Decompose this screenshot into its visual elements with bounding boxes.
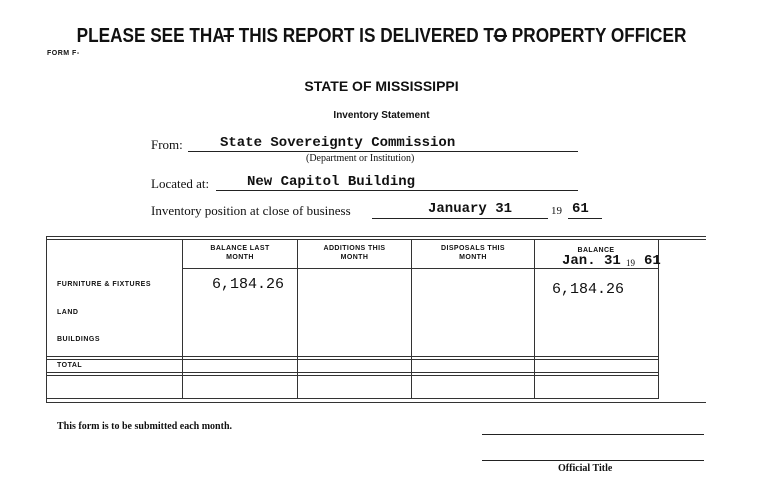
from-value: State Sovereignty Commission: [220, 135, 456, 151]
banner-part-3: PROPERTY OFFICER: [507, 25, 687, 47]
statement-subtitle: Inventory Statement: [333, 110, 430, 121]
form-number: FORM F-: [47, 50, 80, 57]
balance-year: 61: [644, 253, 661, 269]
col-additions: ADDITIONS THIS MONTH: [323, 245, 386, 261]
banner-part-1: PLEASE SEE THA: [76, 25, 224, 47]
official-title-line: [482, 460, 704, 461]
position-date: January 31: [428, 201, 513, 217]
row-buildings: BUILDINGS: [57, 336, 100, 343]
banner-overstrike-1: T: [223, 25, 234, 47]
located-label: Located at:: [151, 176, 210, 191]
position-label: Inventory position at close of business: [151, 203, 351, 218]
position-year-prefix: 19: [551, 205, 562, 217]
signature-line: [482, 434, 704, 435]
from-label: From:: [151, 137, 183, 152]
located-value: New Capitol Building: [247, 174, 416, 190]
located-underline: [216, 190, 578, 191]
delivery-banner: [53, 25, 709, 48]
balance-date: Jan. 31: [562, 253, 621, 269]
position-year: 61: [572, 201, 589, 217]
position-underline: [372, 218, 548, 219]
banner-overstrike-2: O: [493, 25, 508, 47]
from-caption: (Department or Institution): [306, 153, 415, 164]
col-disposals: DISPOSALS THIS MONTH: [441, 245, 505, 261]
from-underline: [188, 151, 578, 152]
furniture-balance: 6,184.26: [552, 281, 625, 298]
col-balance: BALANCE: [577, 247, 615, 254]
banner-part-2: THIS REPORT IS DELIVERED T: [233, 25, 494, 47]
col-balance-last: BALANCE LAST MONTH: [210, 245, 270, 261]
balance-year-prefix: 19: [626, 258, 635, 268]
year-underline: [568, 218, 602, 219]
submission-note: This form is to be submitted each month.: [57, 421, 233, 432]
row-total: TOTAL: [57, 362, 83, 369]
state-title: STATE OF MISSISSIPPI: [304, 78, 459, 94]
official-title-label: Official Title: [558, 463, 613, 474]
furniture-balance-last: 6,184.26: [212, 276, 285, 293]
row-furniture: FURNITURE & FIXTURES: [57, 281, 151, 288]
row-land: LAND: [57, 309, 79, 316]
